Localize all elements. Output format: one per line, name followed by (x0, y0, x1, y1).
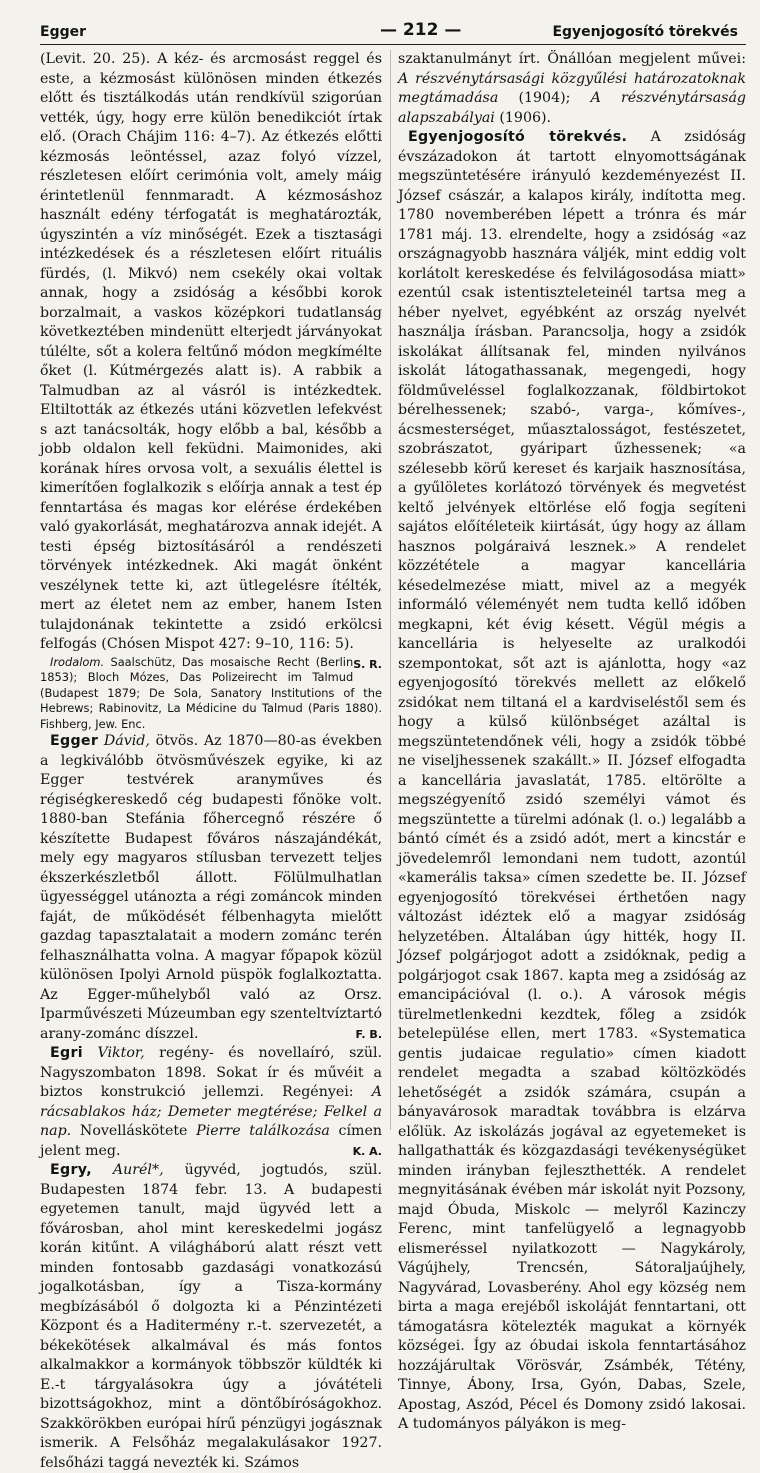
entry-egyenjogosito-torekves (398, 128, 746, 1435)
body-text: (1904); (518, 90, 571, 106)
entry-text: ügyvéd, jogtudós, szül. Budapesten 1874 febr. 13. A budapesti egyetemen tanult, majd ügyvéd lett a fővárosban, ahol mint kereskedelmi jogász korán kitűnt. A világháború alatt részt vett minden fontosabb gazdasági vonatkozású jogalkotásban, így a Tisza-kormány megbízásából ő dolgozta ki a Pénzintézeti Központ és a Haditermény r.-t. szervezetét, a békekötések alkalmával és más fontos alkalmakkor a kormányok többször küldték ki E.-t tárgyalásokra úgy a jóvátételi bizottságokhoz, mint a döntőbíróságokhoz. Szakkörökben európai hírű pénzügyi jogásznak ismerik. A Felsőház megalakulásakor 1927. felsőházi taggá nevezték ki. Számos (40, 1162, 382, 1471)
entry-text: regény- és novellaíró, szül. Nagyszombaton 1898. Sokat ír és művéit a biztos konstrukció jellemzi. Regényei: (40, 1045, 383, 1100)
left-column (40, 50, 383, 1471)
entry-continuation (398, 50, 746, 128)
entry-text: ötvös. Az 1870—80-as években a legkiválóbb ötvösművészek egyike, ki az Egger testvérek aranyműves és régiségkereskedő cég budapesti főnöke volt. 1880-ban Stefánia főhercegnő részére ő készítette Budapest főváros nászajándékát, mely egy magyaros stílusban tervezett teljes ékszerkészletből állott. Fölülmulhatlan ügyességgel utánozta a régi zománcok minden faját, de működését félbenhagyta mielőtt gazdag tapasztalatait a modern zománc terén felhasználhatta volna. A magyar főpapok közül különösen Ipolyi Arnold püspök foglalkoztatta. Az Egger-műhelyből való az Orsz. Iparművészeti Múzeumban egy szenteltvíztartó arany-zománc díszzel. (40, 733, 382, 1042)
entry-forename: Aurél*, (112, 1162, 164, 1178)
bibliography-text: Saalschütz, Das mosaische Recht (Berlin 1853); Bloch Mózes, Das Polizeirecht im Talmud (Budapest 1879; De Sola, Sanatory Institutions of the Hebrews; Rabinovitz, La Médicine du Talmud (Paris 1880). Fishberg, Jew. Enc. (40, 654, 382, 731)
entry-works: A részvénytársasági közgyűlési határozatoknak megtámadása (398, 70, 746, 106)
page-number: — 212 — (380, 20, 462, 40)
entry-egger-david (40, 732, 382, 1044)
entry-works: Pierre találkozása (196, 1123, 330, 1139)
entry-egri-viktor (40, 1044, 382, 1161)
bibliography-label: Irodalom. (50, 654, 105, 669)
author-signature: K. A. (352, 1144, 382, 1158)
running-head-right: Egyenjogosító törekvés (552, 24, 738, 40)
entry-headword: Egri (50, 1045, 83, 1061)
entry-forename: Dávid, (103, 733, 150, 749)
right-column (398, 50, 746, 1432)
entry-headword: Egry, (50, 1162, 92, 1178)
entry-egry-aurel (40, 1161, 382, 1473)
column-divider (390, 50, 391, 1130)
author-signature: S. R. (353, 657, 382, 671)
entry-forename: Viktor, (97, 1045, 145, 1061)
running-head-left: Egger (40, 24, 87, 40)
header-rule (40, 44, 746, 45)
entry-headword: Egger (50, 733, 99, 749)
author-signature: F. B. (355, 1027, 382, 1041)
bibliography (40, 655, 382, 733)
body-text: (Levit. 20. 25). A kéz- és arcmosást reggel és este, a kézmosást különösen minden étkezés előtt és tisztálkodás után rendkívül szigorúan vették, úgy, hogy erre külön benedikciót írtak elő. (Orach Chájim 116: 4–7). Az étkezés előtti kézmosás leöntéssel, azaz folyó vízzel, részletesen előírt cerimónia volt, amely máig érintetlenül fennmaradt. A kézmosáshoz használt edény térfogatát is meghatározták, úgyszintén a víz minőségét. Ezek a tisztasági intézkedések és a részletesen előírt rituális fürdés, (l. Mikvó) nem csekély okai voltak annak, hogy a zsidóság a későbbi korok borzalmait, a vaskos középkori tudatlanság következtében mindenütt elterjedt járványokat túlélte, sőt a kolera feltűnő módon megkímélte őket (l. Kútmérgezés alatt is). A rabbik a Talmudban az al vásról is intézkedtek. Eltiltották az étkezés utáni közvetlen lefekvést s azt tanácsolták, hogy előbb a bal, később a jobb oldalon kell feküdni. Maimonides, aki korának híres orvosa volt, a sexuális élettel is kimerítően foglalkozik s előírja annak a test ép fenntartása és magas kor elérése érdekében való gyakorlását, meghatározva annak idejét. A testi épség biztosításáról a rendészeti törvények intézkednek. Aki magát önként veszélynek tette ki, azt ütlegelésre ítélték, mert az életet nem az ember, hanem Isten tulajdonának tekintette a zsidó erkölcsi felfogás (Chósen Mispot 427: 9–10, 116: 5). (40, 51, 382, 652)
entry-text: címen jelent meg. (40, 1123, 383, 1159)
entry-text: Novelláskötete (79, 1123, 188, 1139)
entry-text: A zsidóság évszázadokon át tartott elnyomottságának megszüntetésére irányuló kezdeményezést II. József császár, a kalapos király, indította meg. 1780 novemberében lépett a trónra és már 1781 máj. 13. elrendelte, hogy a zsidóság «az országnagyobb hasznára váljék, mint eddig volt korlátolt kereskedése és felvilágosodása miatt» ezentúl csak istentiszteleteinél tartsa meg a héber nyelvet, egyébként az ország nyelvét használja írásban. Parancsolja, hogy a zsidók iskolákat állítsanak fel, minden nyilvános iskolát látogathassanak, megengedi, hogy földműveléssel foglalkozzanak, földbirtokot bérelhessenek; szabó-, varga-, kőmíves-, ácsmesterséget, műasztalosságot, festészetet, szobrászatot, gyáripart űzhessenek; «a szélesebb körű kereset és karjaik hasznosítása, a gyűlöletes korlátozó törvények és megvetést keltő jelvények eltörlése elő fogja segíteni sajátos előítéleteik kiirtását, úgy hogy az állam hasznos polgáraivá lesznek.» A rendelet közzététele a magyar kancellária késedelmezése miatt, mivel az a megyék informáló véleményét nem tudta kellő időben megkapni, két évig késett. Végül mégis a kancellária is helyeselte az uralkodói szempontokat, sőt azt is ajánlotta, hogy «az egyenjogosító törekvés mellett az előkelő zsidókat nem tiltaná el a kardviseléstől sem és hogy a külső különbséget azáltal is megszüntetendőnek véli, hogy a zsidók többé ne viseljhessenek szakállt.» II. József elfogadta a kancellária javaslatát, 1785. eltörölte a megszégyenítő zsidó személyi vámot és megszüntette a türelmi adónak (l. o.) legalább a bántó címét és a zsidó adót, mert a kincstár e jövedelemről lemondani nem tudott, azontúl «kamerális taksa» címen szedette be. II. József egyenjogosító törekvései érthetően nagy változást idéztek elő a magyar zsidóság helyzetében. Általában úgy hitték, hogy II. József polgárjogot adott a zsidóknak, pedig a polgárjogot csak 1867. kapta meg a zsidóság az emancipációval (l. o.). A városok mégis türelmetlenkedni kezdtek, főleg a zsidók betelepülése ellen, mert 1783. «Systematica gentis judaicae regulatio» címen kiadott rendelet megadta a szabad költözködés lehetőségét a zsidók számára, csupán a bányavárosok maradtak továbbra is elzárva előlük. Az iskolázás jogával az egyetemeket is hallgathatták és közgazdasági tevékenységüket minden irányban fejleszthették. A rendelet megnyitásának évében már iskolát nyit Pozsony, majd Óbuda, Miskolc — melyről Kazinczy Ferenc, mint tanfelügyelő a legnagyobb elismeréssel nyilatkozott — Nagykároly, Vágújhely, Trencsén, Sátoraljaújhely, Nagyvárad, Lovasberény. Ahol egy község nem birta a maga erejéből iskoláját fenntartani, ott támogatásra kötelezték magukat a környék községei. Így az óbudai iskola fenntartásához hozzájárultak Vörösvár, Zsámbék, Tétény, Tinnye, Ábony, Irsa, Gyón, Dabas, Szele, Apostag, Aszód, Pécel és Domony zsidó lakosai. A tudományos pályákon is meg- (398, 129, 746, 1432)
entry-headword: Egyenjogosító törekvés. (408, 129, 628, 145)
entry-works: A rácsablakos ház; Demeter megtérése; Felkel a nap. (40, 1084, 382, 1139)
body-text: (1906). (499, 109, 552, 126)
body-text: szaktanulmányt írt. Önállóan megjelent művei: (398, 51, 746, 67)
entry-works: A részvénytársaság alapszabályai (398, 90, 746, 126)
page-header (40, 18, 746, 44)
